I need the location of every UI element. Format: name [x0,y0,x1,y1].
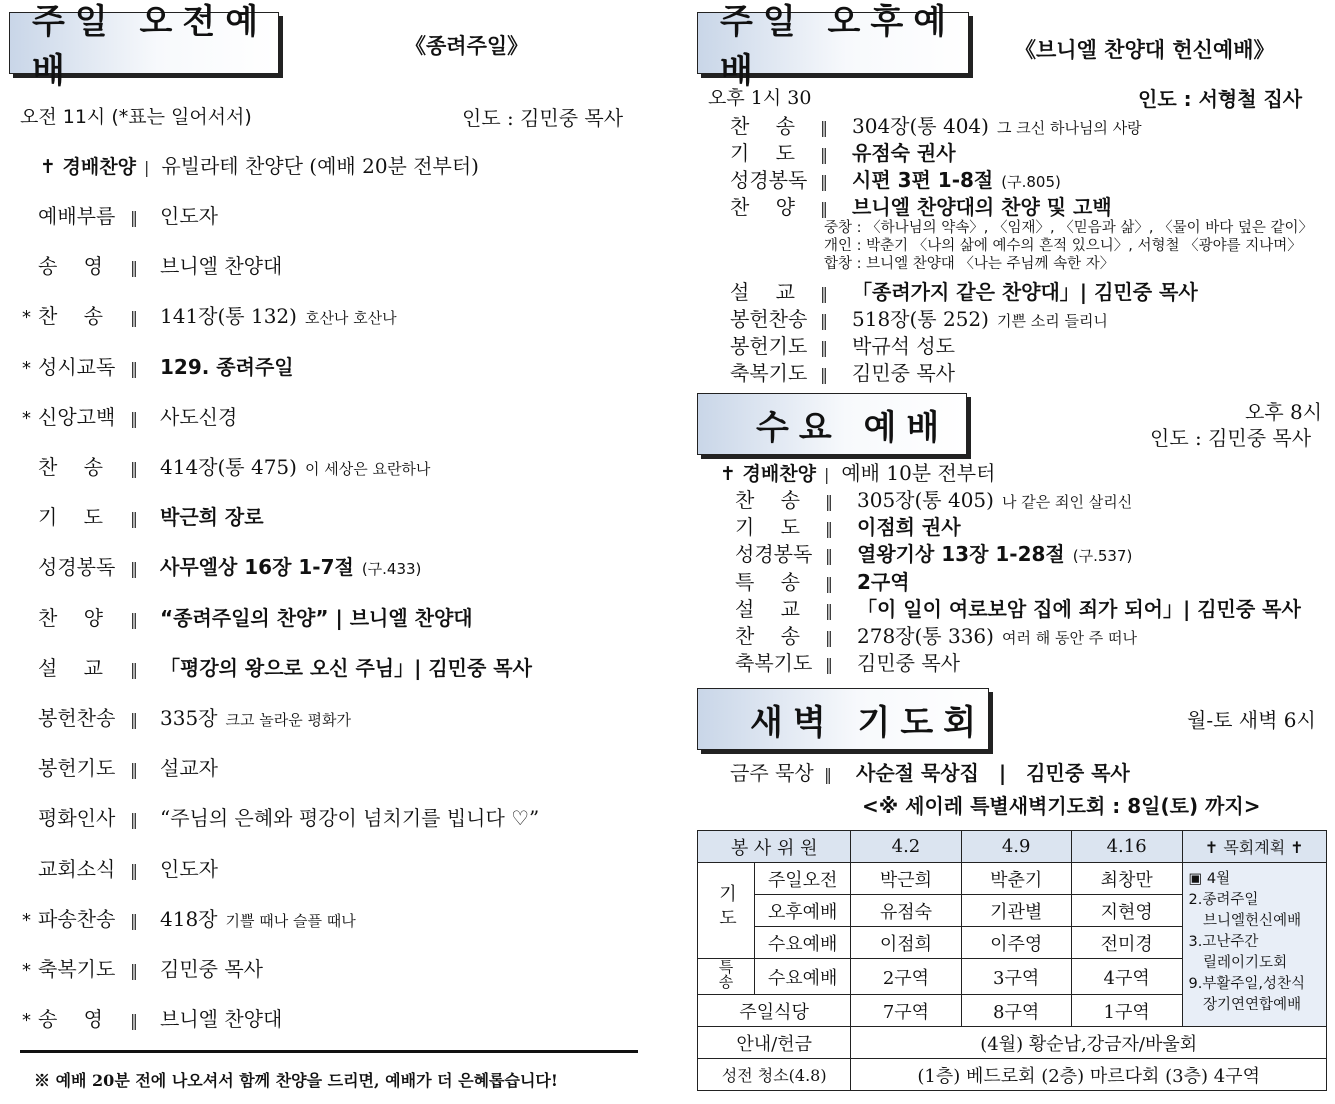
order-label: 신앙고백 [38,404,116,429]
table-cell: 박근희 [851,863,961,895]
order-label: 송 영 [38,254,103,279]
plan-line: 3.고난주간 [1188,934,1259,950]
choir-solo: 개인 : 박춘기 〈나의 삶에 예수의 흔적 있으니〉, 서형철 〈광야를 지나며〉 [824,238,1302,254]
order-separator: ‖ [825,519,833,539]
stand-marker: * [22,357,31,379]
order-label: 기 도 [730,141,795,165]
order-item [730,357,955,386]
clean-value: (1층) 베드로회 (2층) 마르다회 (3층) 4구역 [851,1059,1327,1091]
table-cell: 최창만 [1071,863,1182,895]
order-label: 송 영 [38,1007,103,1032]
order-item [735,484,1132,513]
order-value: 김민중 목사 [852,361,955,385]
order-value: 인도자 [160,856,218,881]
order-item [22,752,218,781]
am-header [9,2,279,91]
am-footer [34,1068,558,1091]
order-note: 나 같은 죄인 살리신 [1001,493,1133,511]
order-separator: ‖ [825,655,833,675]
pm-header [697,2,969,91]
order-separator: ‖ [820,284,828,303]
order-label: 설 교 [730,280,795,304]
order-value: 「종려가지 같은 찬양대」| 김민중 목사 [852,280,1198,304]
order-separator: ‖ [130,208,138,227]
order-value: 305장(통 405) [857,488,994,512]
order-label: 예배부름 [38,204,116,228]
order-separator: ‖ [825,628,833,647]
stand-marker: * [22,407,31,429]
wed-leader: 인도 : 김민중 목사 [1150,426,1312,450]
dawn-special-row [862,790,1260,819]
order-item [22,702,351,731]
order-item [730,276,1198,305]
dawn-header [697,688,989,750]
order-value: 「평강의 왕으로 오신 주님」| 김민중 목사 [160,655,532,680]
dawn-row [730,757,1130,786]
table-cell: 3구역 [961,959,1071,995]
table-row [698,1059,1327,1091]
table-cell: 2구역 [851,959,961,995]
table-header-cell: 4.2 [851,831,961,863]
order-value: 414장(통 475) [160,455,297,479]
order-note: (구.537) [1072,547,1133,566]
order-item [730,164,1061,193]
order-value: 브니엘 찬양대 [160,254,283,279]
order-separator: ‖ [130,810,138,830]
wed-time: 오후 8시 [1245,400,1323,424]
order-value: 박규석 성도 [852,334,955,358]
order-value: 278장(통 336) [857,624,994,648]
plan-line: 브니엘헌신예배 [1188,913,1302,929]
order-label: 기 도 [735,515,800,540]
table-row [698,863,1327,895]
order-value: 유점숙 권사 [852,141,956,165]
order-item [22,551,421,580]
order-label: 찬 양 [730,195,795,219]
am-prelude-label: ✝ 경배찬양 [40,156,136,178]
table-cell: 박춘기 [961,863,1071,895]
table-cell: 1구역 [1071,995,1182,1027]
order-value: 김민중 목사 [857,651,960,676]
order-value: 335장 [160,706,218,730]
order-item [22,953,263,982]
wed-prelude [720,457,995,486]
wed-header [697,393,967,455]
order-label: 평화인사 [38,806,116,831]
usher-value: (4월) 황순남,강금자/바울회 [851,1027,1327,1059]
order-item [730,137,956,166]
order-value: 304장(통 404) [852,114,989,138]
order-separator: ‖ [130,559,138,579]
order-value: 141장(통 132) [160,304,297,329]
order-item [735,647,960,676]
order-label: 설 교 [735,596,800,621]
choir-ensemble: 중창 : 〈하나님의 약속〉, 〈임재〉, 〈믿음과 삶〉, 〈물이 바다 덮은 같이〉 [824,220,1313,236]
order-item [22,903,356,932]
order-separator: ‖ [130,609,138,629]
order-label: 찬 송 [38,304,103,329]
pm-time: 오후 1시 30 [708,87,812,109]
plan-line: 2.종려주일 [1188,892,1259,908]
order-value: 129. 종려주일 [160,354,294,379]
dawn-title: 새벽 기도회 [750,702,987,743]
order-item [22,300,397,329]
stand-marker: * [22,960,31,981]
table-header-cell: 4.9 [961,831,1071,863]
am-title: 주일 오전예배 [32,2,269,91]
order-value: 이점희 권사 [857,515,961,540]
order-separator: ‖ [825,573,833,593]
order-label: 설 교 [38,655,103,680]
order-separator: ‖ [130,1011,138,1031]
table-cell: 이점희 [851,927,961,959]
wed-prelude-sep: | [823,465,830,484]
pm-time-row [708,83,811,110]
order-separator: ‖ [130,910,138,930]
wed-prelude-label: ✝ 경배찬양 [720,463,816,485]
pm-leader-row [1138,83,1302,112]
choir-chorus: 합창 : 브니엘 찬양대 〈나는 주님께 속한 자〉 [824,256,1115,272]
order-label: 성시교독 [38,354,116,379]
order-label: 성경봉독 [38,555,116,580]
order-separator: ‖ [130,760,138,780]
order-label: 축복기도 [38,957,116,981]
plan-header: ✝ 목회계획 ✝ [1182,831,1326,863]
order-item [735,566,910,595]
plan-line: 9.부활주일,성찬식 [1188,976,1306,992]
volunteer-table [697,830,1327,1091]
order-label: 봉헌기도 [38,756,116,781]
am-footer-text: ※ 예배 20분 전에 나오셔서 함께 찬양을 드리면, 예배가 더 은혜롭습니다! [34,1071,558,1090]
order-value: 시편 3편 1-8절 [852,168,994,192]
order-value: 열왕기상 13장 1-28절 [857,542,1065,567]
order-label: 성경봉독 [730,168,808,192]
pm-title: 주일 오후예배 [720,2,957,91]
plan-line: 릴레이기도회 [1188,955,1288,971]
order-value: 박근희 장로 [160,505,264,530]
table-cell: 7구역 [851,995,961,1027]
order-label: 찬 송 [735,488,800,512]
table-header-row [698,831,1327,863]
am-leader-row [462,102,623,131]
order-label: 봉헌기도 [730,334,808,358]
order-separator: ‖ [130,459,138,478]
order-separator: ‖ [130,659,138,679]
order-value: “종려주일의 찬양” | 브니엘 찬양대 [160,605,473,630]
plan-line: 장기연연합예배 [1188,997,1302,1013]
order-item [22,200,218,229]
order-value: 김민중 목사 [160,957,263,981]
order-separator: ‖ [825,492,833,511]
wed-time-row [1245,396,1322,425]
table-cell: 오후예배 [755,895,851,927]
table-cell: 4구역 [1071,959,1182,995]
order-item [730,191,1112,220]
order-note: 기쁜 소리 들리니 [996,312,1108,330]
wed-leader-row [1150,422,1311,451]
order-value: 사도신경 [160,404,238,429]
order-value: 사무엘상 16장 1-7절 [160,555,354,580]
order-value: 2구역 [857,569,910,594]
order-item [22,602,473,631]
table-row [698,1027,1327,1059]
order-label: 파송찬송 [38,906,116,931]
order-item [22,250,282,279]
table-cell: 지현영 [1071,895,1182,927]
table-cell: 이주영 [961,927,1071,959]
order-label: 찬 송 [730,114,795,138]
order-item [22,652,532,681]
order-separator: ‖ [130,408,138,428]
order-separator: ‖ [130,710,138,729]
order-label: 축복기도 [735,651,813,676]
table-cell: 유점숙 [851,895,961,927]
stand-marker: * [22,909,31,931]
table-cell: 수요예배 [755,927,851,959]
order-separator: ‖ [130,961,138,980]
order-item [730,110,1142,139]
order-value: 브니엘 찬양대의 찬양 및 고백 [852,195,1112,219]
order-note: 기쁠 때나 슬플 때나 [225,911,356,930]
order-label: 기 도 [38,505,103,530]
group-prayer: 기도 [698,863,755,959]
order-item [22,451,430,480]
order-item [22,1003,282,1032]
order-separator: ‖ [820,118,828,137]
clean-label: 성전 청소(4.8) [698,1059,851,1091]
am-prelude-value: 유빌라테 찬양단 (예배 20분 전부터) [161,154,479,178]
order-label: 찬 양 [38,605,103,630]
am-subtitle: 《종려주일》 [405,33,529,58]
order-item [730,303,1108,332]
table-header-cell: 봉 사 위 원 [698,831,851,863]
table-cell: 기관별 [961,895,1071,927]
order-note: 크고 놀라운 평화가 [225,711,351,729]
order-label: 교회소식 [38,856,116,881]
order-item [735,593,1301,622]
table-cell: 주일오전 [755,863,851,895]
order-separator: ‖ [820,311,828,330]
order-separator: ‖ [130,860,138,880]
order-label: 봉헌찬송 [730,307,808,331]
order-note: 여러 해 동안 주 떠나 [1001,629,1137,647]
order-item [22,401,237,430]
pm-choir-list [824,219,1313,273]
pastoral-plan [1182,863,1326,1027]
order-item [22,853,218,882]
order-separator: ‖ [820,145,828,164]
order-label: 봉헌찬송 [38,706,116,730]
order-note: (구.805) [1001,173,1061,191]
order-separator: ‖ [820,199,828,218]
order-value: 518장(통 252) [852,307,989,331]
dawn-special: <※ 세이레 특별새벽기도회 : 8일(토) 까지> [862,794,1261,818]
order-label: 찬 송 [38,455,103,479]
order-separator: ‖ [820,338,828,357]
am-prelude-sep: | [143,158,150,177]
order-value: 「이 일이 여로보암 집에 죄가 되어」| 김민중 목사 [857,596,1301,621]
order-note: 이 세상은 요란하나 [304,460,431,478]
order-note: (구.433) [361,560,422,579]
order-item [22,351,294,380]
stand-marker: * [22,307,31,329]
order-item [735,620,1137,649]
order-value: 브니엘 찬양대 [160,1007,283,1032]
wed-prelude-value: 예배 10분 전부터 [841,461,996,485]
usher-label: 안내/헌금 [698,1027,851,1059]
order-separator: ‖ [130,308,138,328]
order-separator: ‖ [820,365,828,384]
dawn-label: 금주 묵상 [730,761,814,785]
dawn-time: 월-토 새벽 6시 [1187,708,1316,732]
order-label: 특 송 [735,569,800,594]
order-separator: ‖ [820,172,828,191]
stand-marker: * [22,1010,31,1032]
order-value: “주님의 은혜와 평강이 넘치기를 빕니다 ♡” [160,806,540,831]
table-cell: 주일식당 [698,995,851,1027]
order-separator: ‖ [130,258,138,278]
am-footer-rule [20,1050,638,1053]
dawn-value: 사순절 묵상집 | 김민중 목사 [856,761,1130,785]
group-special: 특송 [698,959,755,995]
am-prelude [40,150,479,179]
order-item [735,511,961,540]
order-label: 성경봉독 [735,542,813,567]
order-separator: ‖ [130,358,138,378]
pm-subtitle: 《브니엘 찬양대 헌신예배》 [1015,37,1275,62]
order-value: 인도자 [160,204,218,228]
order-item [730,330,955,359]
am-time-row [20,102,252,129]
order-note: 그 크신 하나님의 사랑 [996,119,1142,137]
wed-title: 수요 예배 [756,407,950,448]
order-value: 418장 [160,906,218,931]
order-separator: ‖ [130,509,138,529]
plan-line: ▣ 4월 [1188,871,1231,887]
order-label: 축복기도 [730,361,808,385]
dawn-sep: ‖ [824,765,832,784]
order-separator: ‖ [825,600,833,620]
order-separator: ‖ [825,546,833,566]
table-cell: 8구역 [961,995,1071,1027]
order-note: 호산나 호산나 [304,309,397,328]
am-leader: 인도 : 김민중 목사 [462,106,624,130]
pm-leader: 인도 : 서형철 집사 [1138,87,1303,111]
order-label: 찬 송 [735,624,800,648]
order-item [735,538,1132,567]
order-value: 설교자 [160,756,218,781]
am-time: 오전 11시 (*표는 일어서서) [20,106,252,128]
order-item [22,802,539,831]
table-cell: 수요예배 [755,959,851,995]
table-cell: 전미경 [1071,927,1182,959]
order-item [22,501,264,530]
table-header-cell: 4.16 [1071,831,1182,863]
dawn-time-row [1187,704,1316,733]
